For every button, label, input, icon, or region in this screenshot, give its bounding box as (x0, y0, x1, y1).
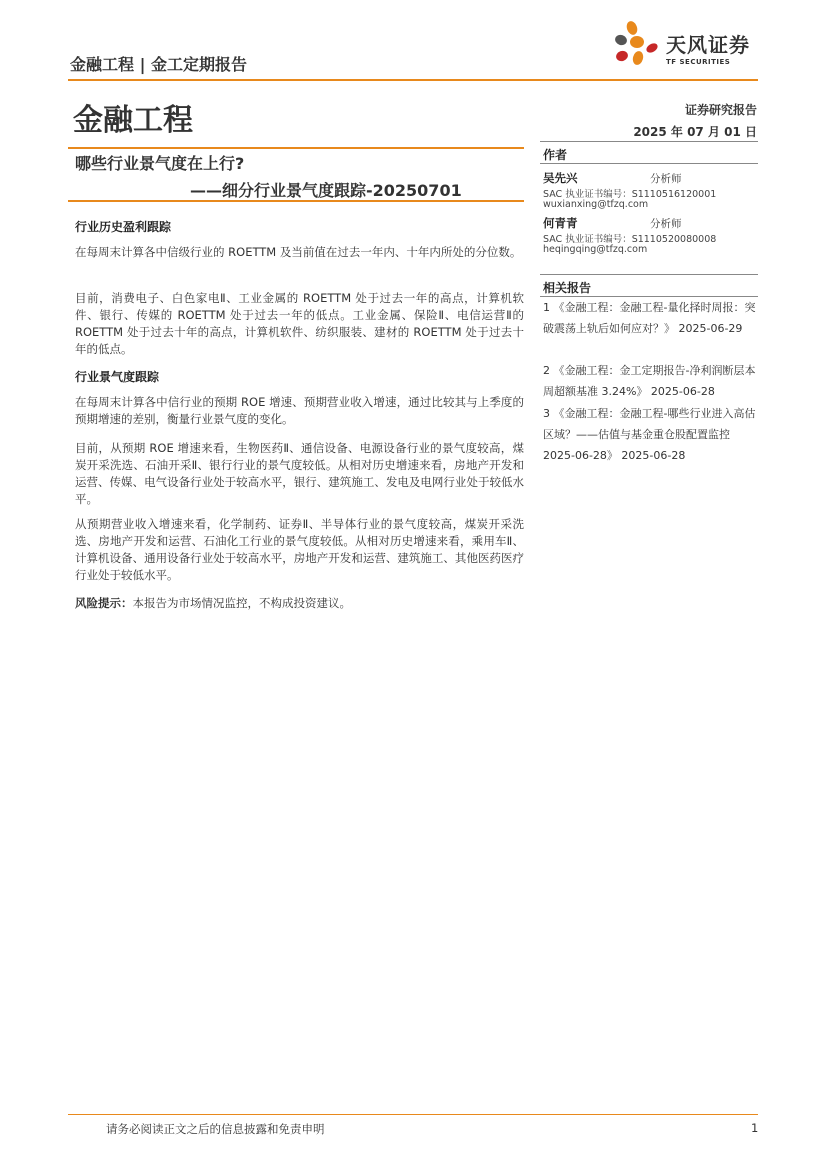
paragraph: 目前，消费电子、白色家电Ⅱ、工业金属的 ROETTM 处于过去一年的高点，计算机软件、银行、传媒的 ROETTM 处于过去一年的低点。工业金属、保险Ⅱ、电信运营Ⅱ的 ROETTM 处于过去十年的高点，计算机软件、纺织服装、建材的 ROETTM 处于过去十年的低点。 (75, 291, 524, 356)
title-top-rule (68, 147, 524, 149)
sidebar-rule (540, 141, 758, 142)
page-number: 1 (751, 1121, 759, 1135)
related-reports-heading: 相关报告 (543, 281, 592, 295)
report-type: 证券研究报告 (684, 103, 757, 117)
related-report-item[interactable]: 1 《金融工程：金融工程-量化择时周报：突破震荡上轨后如何应对？》 2025-06-29 (543, 301, 756, 335)
author-license: SAC 执业证书编号：S1110516120001 (543, 189, 717, 200)
risk-notice (75, 595, 524, 612)
section-title: 金融工程 (73, 103, 193, 138)
sidebar-rule (540, 274, 758, 275)
related-report-item[interactable]: 2 《金融工程：金工定期报告-净利润断层本周超额基准 3.24%》 2025-06-28 (543, 364, 756, 398)
author-email[interactable]: wuxianxing@tfzq.com (543, 199, 649, 210)
section-heading-profit: 行业历史盈利跟踪 (75, 220, 172, 234)
authors-heading: 作者 (543, 148, 568, 162)
sidebar-rule (540, 163, 758, 164)
risk-label: 风险提示： (75, 596, 133, 610)
author-role: 分析师 (650, 218, 682, 230)
logo-text-en: TF SECURITIES (666, 58, 731, 66)
author-name: 吴先兴 (543, 171, 578, 185)
header-category: 金融工程 | 金工定期报告 (70, 55, 247, 74)
footer-rule (68, 1114, 758, 1115)
footer-disclaimer: 请务必阅读正文之后的信息披露和免责申明 (106, 1122, 325, 1136)
paragraph: 在每周末计算各中信行业的预期 ROE 增速、预期营业收入增速，通过比较其与上季度的预期增速的差别，衡量行业景气度的变化。 (75, 395, 524, 426)
related-report-item[interactable]: 3 《金融工程：金融工程-哪些行业进入高估区域？——估值与基金重仓股配置监控 2025-06-28》 2025-06-28 (543, 407, 756, 462)
report-date: 2025 年 07 月 01 日 (633, 125, 757, 139)
author-email[interactable]: heqingqing@tfzq.com (543, 244, 648, 255)
paragraph: 在每周末计算各中信级行业的 ROETTM 及当前值在过去一年内、十年内所处的分位数。 (75, 245, 522, 259)
logo-text-cn: 天风证券 (666, 33, 750, 57)
author-role: 分析师 (650, 173, 682, 185)
title-bottom-rule (68, 200, 524, 202)
report-title-line1: 哪些行业景气度在上行? (75, 154, 245, 173)
risk-text: 本报告为市场情况监控，不构成投资建议。 (132, 596, 351, 610)
tf-logo-icon (612, 20, 664, 70)
report-title-line2: ——细分行业景气度跟踪-20250701 (190, 181, 462, 200)
paragraph: 从预期营业收入增速来看，化学制药、证券Ⅱ、半导体行业的景气度较高，煤炭开采洗选、房地产开发和运营、石油化工行业的景气度较低。从相对历史增速来看，乘用车Ⅱ、计算机设备、通用设备行业处于较高水平，房地产开发和运营、建筑施工、其他医药医疗行业处于较低水平。 (75, 517, 524, 582)
paragraph: 目前，从预期 ROE 增速来看，生物医药Ⅱ、通信设备、电源设备行业的景气度较高，煤炭开采洗选、石油开采Ⅱ、银行行业的景气度较低。从相对历史增速来看，房地产开发和运营、传媒、电气设备行业处于较高水平，银行、建筑施工、发电及电网行业处于较低水平。 (75, 441, 524, 506)
header-divider (68, 79, 758, 81)
author-license: SAC 执业证书编号：S1110520080008 (543, 234, 717, 245)
section-heading-prosperity: 行业景气度跟踪 (75, 370, 160, 384)
author-name: 何青青 (543, 216, 578, 230)
company-logo (612, 20, 772, 70)
